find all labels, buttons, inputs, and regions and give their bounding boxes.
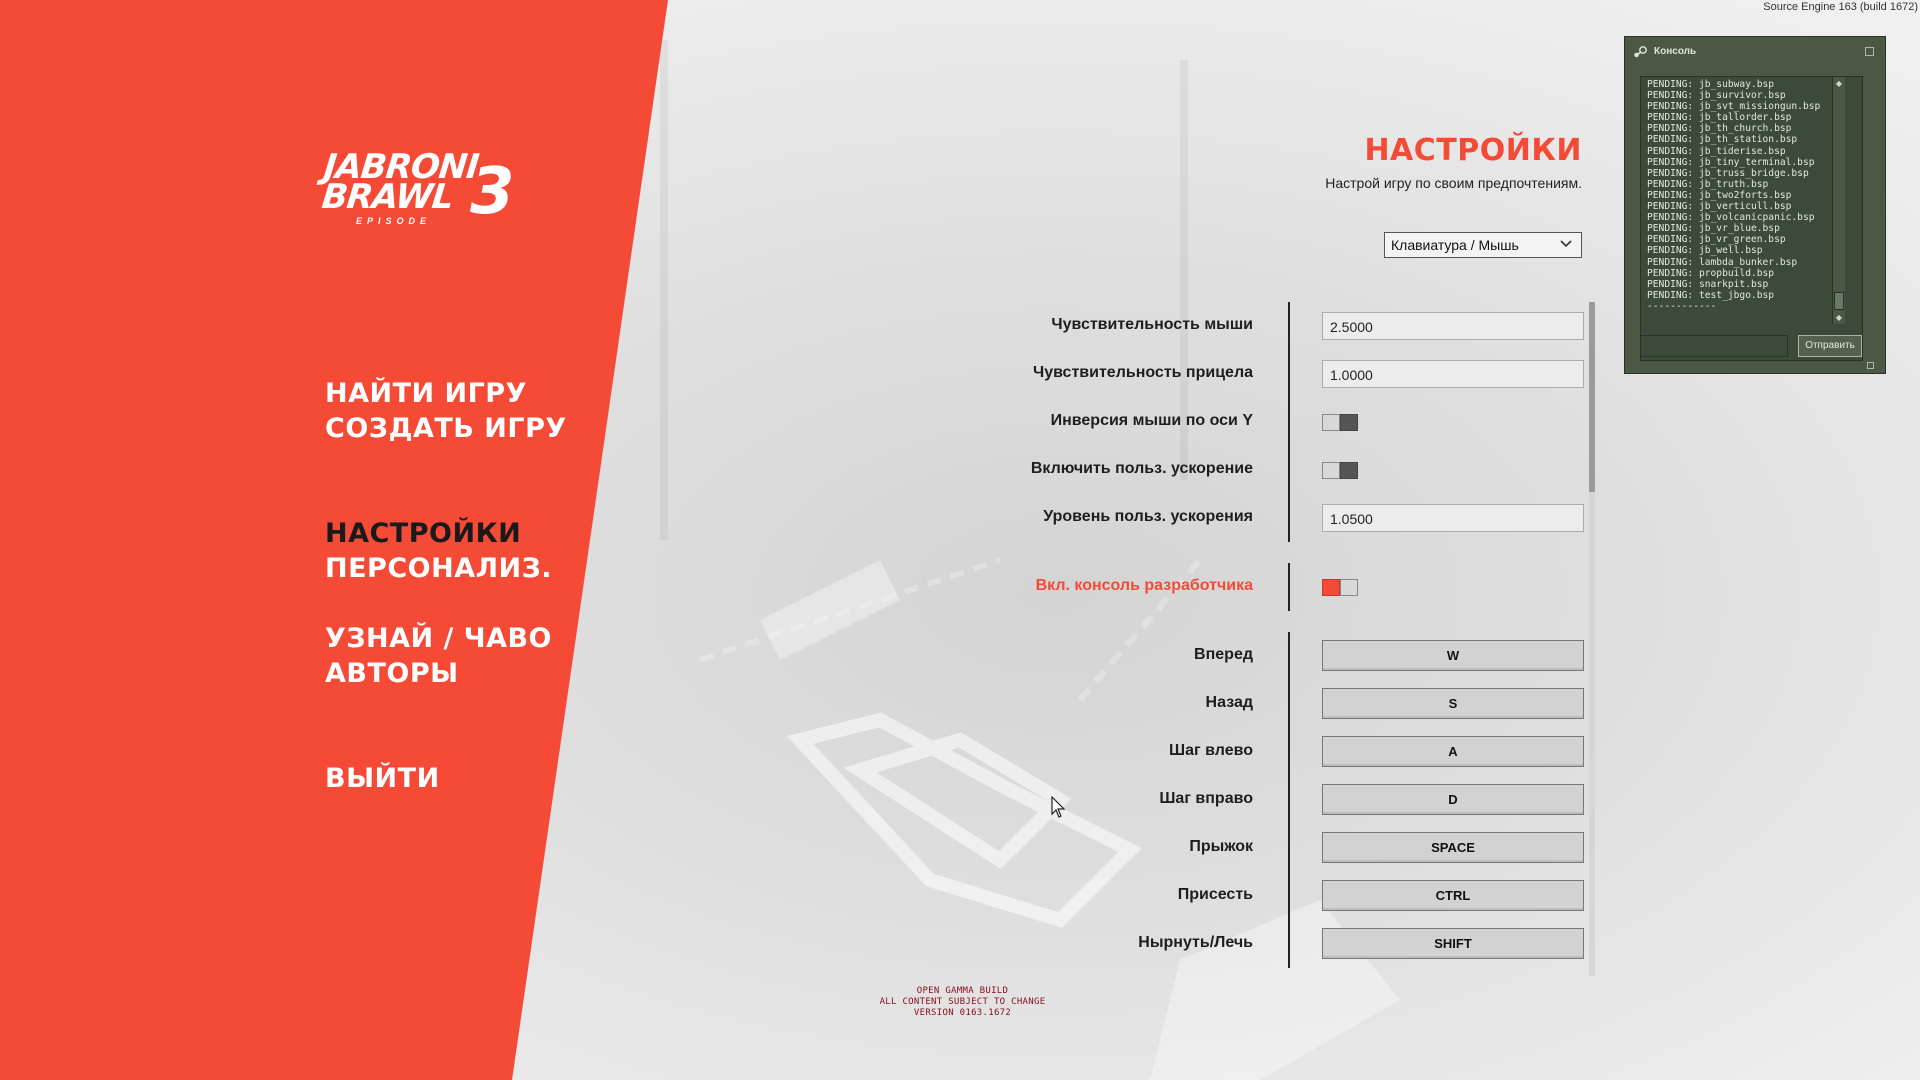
- logo-line-1: JABRONI: [321, 147, 481, 187]
- bind-forward-label: Вперед: [1194, 646, 1253, 663]
- menu-create-game[interactable]: СОЗДАТЬ ИГРУ: [325, 413, 567, 444]
- settings-divider-console: [1288, 563, 1290, 611]
- invert-y-label: Инверсия мыши по оси Y: [1050, 412, 1253, 429]
- close-icon[interactable]: [1865, 47, 1874, 56]
- menu-learn-faq[interactable]: УЗНАЙ / ЧАВО: [325, 623, 552, 654]
- bind-dive-label: Нырнуть/Лечь: [1138, 934, 1253, 951]
- console-scrollbar[interactable]: [1832, 77, 1845, 324]
- resize-grip-icon[interactable]: [1867, 362, 1874, 369]
- build-info-line-1: OPEN GAMMA BUILD: [916, 986, 1009, 996]
- settings-subtitle: Настрой игру по своим предпочтениям.: [1325, 175, 1582, 191]
- bind-strafe-right-button[interactable]: D: [1322, 784, 1584, 815]
- dev-console-toggle[interactable]: [1322, 579, 1359, 596]
- build-info: [850, 986, 1075, 1019]
- chevron-down-icon: [1559, 237, 1573, 251]
- bind-back-label: Назад: [1205, 694, 1253, 711]
- bind-jump-button[interactable]: SPACE: [1322, 832, 1584, 863]
- bind-back-button[interactable]: S: [1322, 688, 1584, 719]
- custom-accel-toggle[interactable]: [1322, 462, 1359, 479]
- console-scrollbar-thumb[interactable]: [1834, 292, 1844, 310]
- dev-console-label: Вкл. консоль разработчика: [1035, 577, 1253, 594]
- steam-icon: [1632, 45, 1648, 59]
- developer-console-window[interactable]: [1624, 36, 1886, 374]
- console-send-button[interactable]: Отправить: [1798, 335, 1862, 357]
- custom-accel-label: Включить польз. ускорение: [1030, 460, 1253, 477]
- scroll-down-icon[interactable]: ◆: [1835, 313, 1843, 322]
- menu-find-game[interactable]: НАЙТИ ИГРУ: [325, 378, 527, 409]
- mouse-sensitivity-label: Чувствительность мыши: [1051, 316, 1253, 333]
- mouse-sensitivity-input[interactable]: 2.5000: [1322, 312, 1584, 340]
- bind-strafe-left-button[interactable]: A: [1322, 736, 1584, 767]
- invert-y-toggle[interactable]: [1322, 414, 1359, 431]
- mouse-cursor-icon: [1051, 796, 1067, 820]
- aim-sensitivity-label: Чувствительность прицела: [1032, 364, 1253, 381]
- console-command-input[interactable]: [1640, 335, 1788, 357]
- accel-level-input[interactable]: 1.0500: [1322, 504, 1584, 532]
- console-title: Консоль: [1654, 46, 1697, 57]
- input-mode-value: Клавиатура / Мышь: [1391, 237, 1519, 253]
- input-mode-dropdown[interactable]: [1384, 232, 1582, 258]
- settings-divider-mouse: [1288, 302, 1290, 542]
- logo-number: 3: [470, 155, 515, 229]
- aim-sensitivity-input[interactable]: 1.0000: [1322, 360, 1584, 388]
- bind-jump-label: Прыжок: [1189, 838, 1253, 855]
- logo-subtitle: EPISODE: [356, 216, 432, 226]
- console-log: [1640, 76, 1863, 361]
- menu-authors[interactable]: АВТОРЫ: [325, 658, 459, 689]
- bind-dive-button[interactable]: SHIFT: [1322, 928, 1584, 959]
- settings-divider-binds: [1288, 632, 1290, 968]
- scroll-up-icon[interactable]: ◆: [1835, 79, 1843, 88]
- build-info-line-2: ALL CONTENT SUBJECT TO CHANGE: [879, 997, 1046, 1007]
- bind-crouch-button[interactable]: CTRL: [1322, 880, 1584, 911]
- accel-level-label: Уровень польз. ускорения: [1043, 508, 1253, 525]
- build-info-line-3: VERSION 0163.1672: [913, 1008, 1012, 1018]
- logo-line-2: BRAWL: [319, 177, 455, 217]
- game-logo: [319, 147, 515, 230]
- bind-crouch-label: Присесть: [1177, 886, 1253, 903]
- bind-strafe-left-label: Шаг влево: [1169, 742, 1253, 759]
- console-log-text: PENDING: jb_subway.bsp PENDING: jb_survivor.bsp PENDING: jb_svt_missiongun.bsp PENDING: jb_tallorder.bsp PENDING: jb_th_church.bsp PENDING: jb_th_station.bsp PENDING: jb_tiderise.bsp PENDING: jb_tiny_terminal.bsp PENDING: jb_truss_bridge.bsp PENDING: jb_truth.bsp PENDING: jb_two2forts.bsp PENDING: jb_verticull.bsp PENDING: jb_volcanicpanic.bsp PENDING: jb_vr_blue.bsp PENDING: jb_vr_green.bsp PENDING: jb_well.bsp PENDING: lambda_bunker.bsp PENDING: propbuild.bsp PENDING: snarkpit.bsp PENDING: test_jbgo.bsp ------------: [1647, 79, 1821, 312]
- settings-scrollbar[interactable]: [1589, 302, 1595, 976]
- settings-title: НАСТРОЙКИ: [1364, 133, 1582, 168]
- settings-scrollbar-thumb[interactable]: [1589, 302, 1595, 492]
- menu-customize[interactable]: ПЕРСОНАЛИЗ.: [325, 553, 553, 584]
- engine-version-label: Source Engine 163 (build 1672): [1763, 1, 1918, 13]
- bind-forward-button[interactable]: W: [1322, 640, 1584, 671]
- bind-strafe-right-label: Шаг вправо: [1159, 790, 1253, 807]
- menu-exit[interactable]: ВЫЙТИ: [325, 763, 440, 794]
- menu-settings[interactable]: НАСТРОЙКИ: [325, 518, 522, 549]
